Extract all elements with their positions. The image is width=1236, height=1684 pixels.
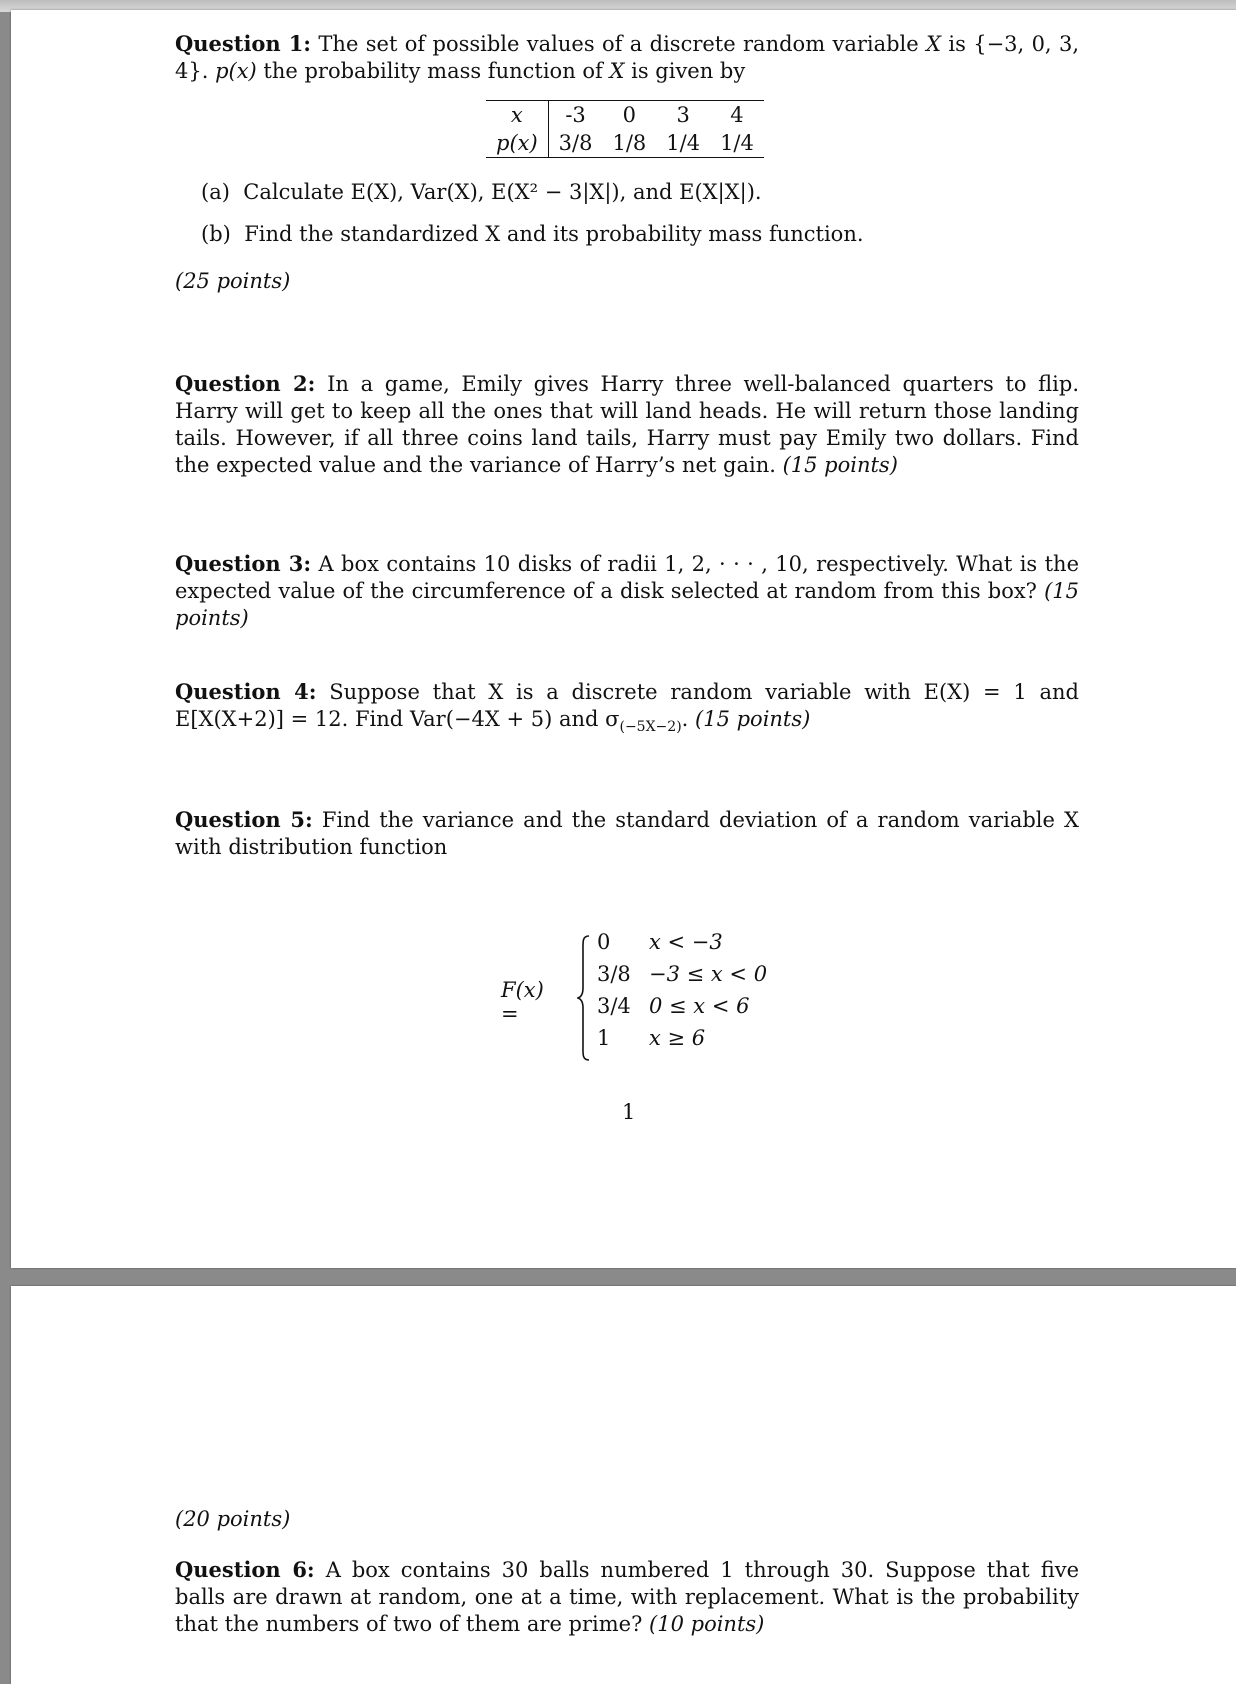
question-4-label: Question 4: — [175, 679, 317, 704]
case-value: 3/4 — [597, 994, 631, 1018]
question-3-label: Question 3: — [175, 551, 312, 576]
case-row — [597, 1026, 705, 1050]
question-6 — [175, 1556, 1079, 1638]
page-1 — [11, 10, 1236, 1268]
part-b-text: Find the standardized X and its probability mass function. — [244, 222, 864, 246]
pmf-p-value: 1/4 — [656, 129, 710, 158]
question-1 — [175, 30, 1079, 85]
pmf-x-value: 0 — [602, 101, 656, 130]
case-row — [597, 930, 723, 954]
case-row — [597, 962, 767, 986]
pmf-p-value: 3/8 — [548, 129, 602, 158]
question-1-px: p(x) — [215, 59, 257, 83]
question-4-text-end: . — [681, 707, 696, 731]
question-1-var-2: X — [609, 59, 625, 83]
question-1-part-a — [201, 180, 762, 204]
question-1-part-b — [201, 222, 864, 246]
question-4-subscript: (−5X−2) — [619, 719, 682, 736]
case-condition: −3 ≤ x < 0 — [649, 962, 768, 986]
question-1-var: X — [926, 32, 942, 56]
pmf-x-value: 3 — [656, 101, 710, 130]
case-value: 1 — [597, 1026, 611, 1050]
question-6-label: Question 6: — [175, 1557, 315, 1582]
case-condition: x < −3 — [649, 930, 723, 954]
case-condition: 0 ≤ x < 6 — [649, 994, 750, 1018]
question-6-points: (10 points) — [649, 1612, 765, 1636]
left-brace-icon — [577, 934, 591, 1062]
pmf-x-value: 4 — [710, 101, 764, 130]
pmf-row-p-label: p(x) — [486, 129, 548, 158]
case-value: 0 — [597, 930, 611, 954]
part-a-text: Calculate E(X), Var(X), E(X² − 3|X|), and E(X|X|). — [243, 180, 762, 204]
question-1-text-c: the probability mass function of — [256, 59, 610, 83]
question-3-text: A box contains 10 disks of radii 1, 2, · · · , 10, respectively. What is the expected value of the circumference of a disk selected at random from this box? — [175, 552, 1079, 603]
pmf-row-x — [486, 101, 764, 130]
question-5-points: (20 points) — [175, 1507, 291, 1531]
question-6-text: A box contains 30 balls numbered 1 through 30. Suppose that five balls are drawn at random, one at a time, with replacement. What is the probability that the numbers of two of them are prime? — [175, 1558, 1080, 1636]
question-2 — [175, 370, 1079, 479]
pmf-table — [486, 100, 764, 158]
case-value: 3/8 — [597, 962, 631, 986]
question-1-text: The set of possible values of a discrete random variable — [318, 32, 927, 56]
question-1-text-d: is given by — [624, 59, 746, 83]
question-4-text: Suppose that X is a discrete random variable with E(X) = 1 and E[X(X+2)] = 12. Find Var(−4X + 5) and σ — [175, 680, 1079, 731]
question-5-label: Question 5: — [175, 807, 313, 832]
pmf-p-value: 1/4 — [710, 129, 764, 158]
question-3-points: (15 points) — [175, 579, 1079, 630]
question-2-label: Question 2: — [175, 371, 316, 396]
question-2-points: (15 points) — [782, 453, 898, 477]
case-row — [597, 994, 749, 1018]
case-condition: x ≥ 6 — [649, 1026, 706, 1050]
pmf-row-p — [486, 129, 764, 158]
page-2 — [11, 1286, 1236, 1684]
part-a-label: (a) — [201, 180, 230, 204]
part-b-label: (b) — [201, 222, 231, 246]
question-5-text: Find the variance and the standard deviation of a random variable X with distribution function — [175, 808, 1079, 859]
question-1-points: (25 points) — [175, 269, 291, 293]
question-1-text-b: is {−3, 0, 3, 4}. — [175, 32, 1079, 83]
question-5 — [175, 806, 1079, 861]
question-1-label: Question 1: — [175, 31, 312, 56]
pmf-row-x-label: x — [486, 101, 548, 130]
pmf-x-value: -3 — [548, 101, 602, 130]
pmf-p-value: 1/8 — [602, 129, 656, 158]
question-2-text: In a game, Emily gives Harry three well-balanced quarters to flip. Harry will get to keep all the ones that will land heads. He will return those landing tails. However, if all three coins land tails, Harry must pay Emily two dollars. Find the expected value and the variance of Harry’s net gain. — [175, 372, 1080, 477]
page-number: 1 — [622, 1100, 636, 1124]
question-4 — [175, 678, 1079, 741]
question-4-points: (15 points) — [695, 707, 811, 731]
fx-label: F(x) = — [501, 978, 544, 1026]
question-3 — [175, 550, 1079, 632]
